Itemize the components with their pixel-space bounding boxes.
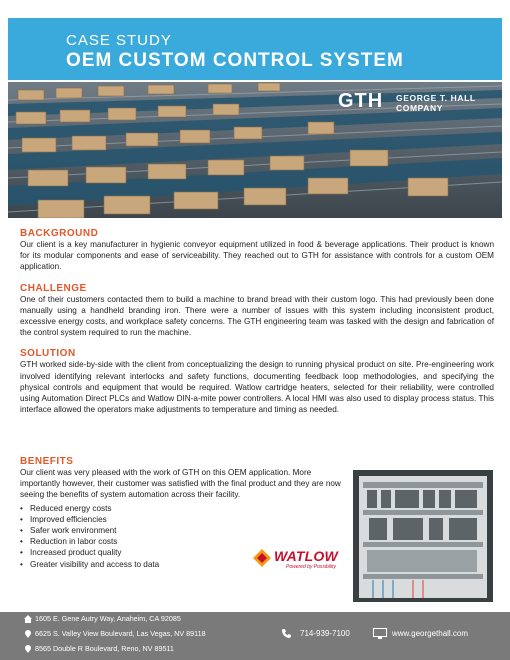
phone-icon [281, 628, 292, 639]
home-icon [24, 615, 32, 623]
list-item: • Improved efficiencies [20, 514, 350, 525]
address-anaheim: 1605 E. Gene Autry Way, Anaheim, CA 92085 [35, 614, 181, 623]
gth-company-line2: COMPANY [396, 103, 444, 113]
phone-number[interactable]: 714-939-7100 [300, 629, 350, 638]
list-item: • Greater visibility and access to data [20, 559, 350, 570]
watlow-wordmark: WATLOW [274, 548, 338, 564]
gth-logo-mark: GTH [338, 90, 384, 112]
benefits-heading: BENEFITS [20, 456, 74, 467]
address-las-vegas: 6625 S. Valley View Boulevard, Las Vegas, NV 89118 [35, 629, 206, 638]
top-strip [0, 0, 510, 16]
list-item: • Reduction in labor costs [20, 536, 350, 547]
benefits-text: Our client was very pleased with the work of GTH on this OEM application. More importantly however, their customer was satisfied with the final product and they are now seeing the benefits of system automation across their facility. [20, 468, 341, 500]
title-banner [8, 18, 502, 80]
background-heading: BACKGROUND [20, 228, 99, 239]
monitor-icon [373, 628, 387, 639]
list-item: • Reduced energy costs [20, 503, 350, 514]
list-item: • Safer work environment [20, 525, 350, 536]
website-link[interactable]: www.georgethall.com [392, 629, 469, 638]
case-study-body [20, 228, 494, 425]
address-reno: 8565 Double R Boulevard, Reno, NV 89511 [35, 644, 174, 653]
location-pin-icon [24, 645, 32, 653]
gth-company-name [396, 93, 476, 113]
control-panel-photo [353, 470, 493, 602]
watlow-tagline: Powered by Possibility [286, 564, 337, 570]
watlow-diamond-icon [252, 548, 272, 568]
gth-logo [338, 90, 500, 116]
case-study-label: CASE STUDY [66, 32, 172, 49]
list-item: • Increased product quality [20, 547, 350, 558]
challenge-heading: CHALLENGE [20, 282, 87, 294]
background-text: Our client is a key manufacturer in hygienic conveyor equipment utilized in food & beverage applications. Their product is known for its modular components and ease of serviceability. They reached out to GTH for assistance with controls for a custom OEM application. [20, 240, 494, 272]
challenge-text: One of their customers contacted them to build a machine to brand bread with their custom logo. This had previously been done manually using a handheld branding iron. There were a number of issues with this system including inconsistent product, excessive energy costs, and workplace safety concerns. The GTH engineering team was tasked with the design and fabrication of the control system required to run the machine. [20, 294, 494, 338]
location-pin-icon [24, 630, 32, 638]
watlow-logo [252, 548, 344, 572]
solution-heading: SOLUTION [20, 348, 76, 360]
gth-company-line1: GEORGE T. HALL [396, 93, 476, 103]
footer [0, 612, 510, 660]
page-title: OEM CUSTOM CONTROL SYSTEM [66, 50, 404, 71]
control-panel-illustration [353, 470, 493, 602]
solution-text: GTH worked side-by-side with the client from conceptualizing the design to running physical product on site. Pre-engineering work involved identifying relevant interlocks and safety functions, documenting feedback loop methodologies, and specifying the physical controls and equipment that would be required. Watlow cartridge heaters, selected for their reliability, were controlled using Automation Direct PLCs and Watlow DIN-a-mite power controllers. A local HMI was also used to display process status. This interface allowed the operators make adjustments to temperature and timing as needed. [20, 360, 494, 415]
